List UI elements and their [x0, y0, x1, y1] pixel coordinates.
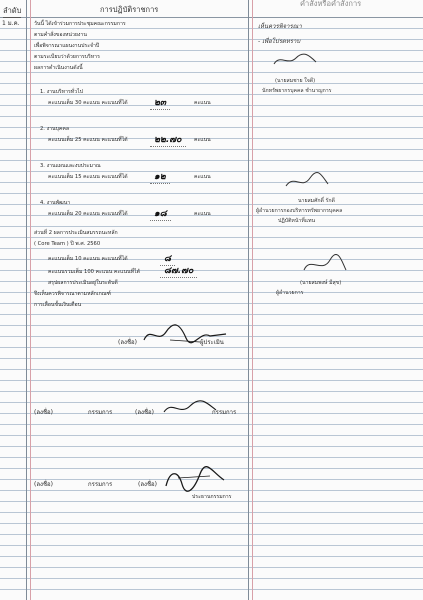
sign1-label: (ลงชื่อ) — [118, 339, 137, 346]
right-title-2b: ปฏิบัติหน้าที่แทน — [278, 218, 316, 224]
item-unit: คะแนน — [194, 211, 211, 217]
item-unit: คะแนน — [194, 174, 211, 180]
right-title-1: นักทรัพยากรบุคคล ชำนาญการ — [262, 88, 332, 94]
item-score: ๑๘ — [150, 206, 171, 221]
item-title: 4. งานพัฒนา — [40, 200, 71, 206]
row-number: 1 ม.ค. — [2, 20, 20, 27]
sign3-role-b: ประธานกรรมการ — [192, 494, 232, 500]
body-line: ตามคำสั่งของหน่วยงาน — [34, 32, 87, 38]
sign3-role-a: กรรมการ — [88, 481, 113, 488]
signature-scribble — [300, 254, 350, 276]
column-divider-red — [252, 0, 253, 600]
part2-line: ( Core Team ) ปี พ.ศ. 2560 — [34, 241, 101, 247]
item-score: ๑๒ — [150, 169, 170, 184]
part2-line: จึงเห็นควรพิจารณาตามหลักเกณฑ์ — [34, 291, 111, 297]
body-line: ตามระเบียบว่าด้วยการบริหาร — [34, 54, 100, 60]
column-divider — [248, 0, 249, 600]
item-title: 2. งานบุคคล — [40, 126, 70, 132]
header-title: การปฏิบัติราชการ — [100, 5, 159, 14]
sign3-label-a: (ลงชื่อ) — [34, 481, 53, 488]
left-margin-rule — [26, 0, 27, 600]
part2-line: คะแนนเต็ม 10 คะแนน คะแนนที่ได้ — [48, 256, 128, 262]
item-unit: คะแนน — [194, 137, 211, 143]
signature-scribble — [282, 170, 332, 192]
right-note-2: - เพื่อโปรดทราบ — [258, 38, 301, 45]
item-score: ๒๓ — [150, 95, 170, 110]
right-name-2: นายสมศักดิ์ รักดี — [298, 198, 335, 204]
part2-line: คะแนนรวมเต็ม 100 คะแนน คะแนนที่ได้ — [48, 269, 141, 275]
signature-scribble — [160, 466, 230, 492]
part2-total-score: ๘๗.๗๐ — [160, 263, 197, 278]
right-name-3: (นายสมพงษ์ มีสุข) — [300, 280, 342, 286]
right-note-1: เห็นควรพิจารณา — [258, 23, 302, 30]
item-line: คะแนนเต็ม 25 คะแนน คะแนนที่ได้ — [48, 137, 128, 143]
left-margin-rule-red — [30, 0, 31, 600]
right-name-1: (นายสมชาย ใจดี) — [275, 78, 316, 84]
header-right-title: คำสั่งหรือคำสั่งการ — [300, 0, 362, 8]
body-line: ผลการดำเนินงานดังนี้ — [34, 65, 83, 71]
sign2-label-a: (ลงชื่อ) — [34, 409, 53, 416]
item-title: 3. งานแผนและงบประมาณ — [40, 163, 101, 169]
sign2-role-b: กรรมการ — [212, 409, 237, 416]
part2-line: ส่วนที่ 2 ผลการประเมินสมรรถนะหลัก — [34, 230, 118, 236]
part2-line: การเลื่อนขั้นเงินเดือน — [34, 302, 82, 308]
signature-scribble — [160, 398, 220, 418]
part2-line: สรุปผลการประเมินอยู่ในระดับดี — [48, 280, 118, 286]
sign2-label-b: (ลงชื่อ) — [135, 409, 154, 416]
item-score: ๒๒.๗๐ — [150, 132, 186, 147]
sign2-role-a: กรรมการ — [88, 409, 113, 416]
body-line: เพื่อพิจารณาแผนงานประจำปี — [34, 43, 100, 49]
right-title-2a: ผู้อำนวยการกองบริหารทรัพยากรบุคคล — [256, 208, 343, 214]
sign1-role: ผู้ประเมิน — [200, 339, 224, 346]
item-line: คะแนนเต็ม 15 คะแนน คะแนนที่ได้ — [48, 174, 128, 180]
header-page-no: ลำดับ — [3, 5, 21, 18]
body-line: วันนี้ ได้เข้าร่วมการประชุมคณะกรรมการ — [34, 21, 126, 27]
item-title: 1. งานบริหารทั่วไป — [40, 89, 84, 95]
signature-scribble — [270, 50, 320, 70]
sign3-label-b: (ลงชื่อ) — [138, 481, 157, 488]
right-title-3: ผู้อำนวยการ — [276, 290, 304, 296]
item-unit: คะแนน — [194, 100, 211, 106]
part2-score: ๘ — [160, 251, 175, 266]
item-line: คะแนนเต็ม 30 คะแนน คะแนนที่ได้ — [48, 100, 128, 106]
item-line: คะแนนเต็ม 20 คะแนน คะแนนที่ได้ — [48, 211, 128, 217]
